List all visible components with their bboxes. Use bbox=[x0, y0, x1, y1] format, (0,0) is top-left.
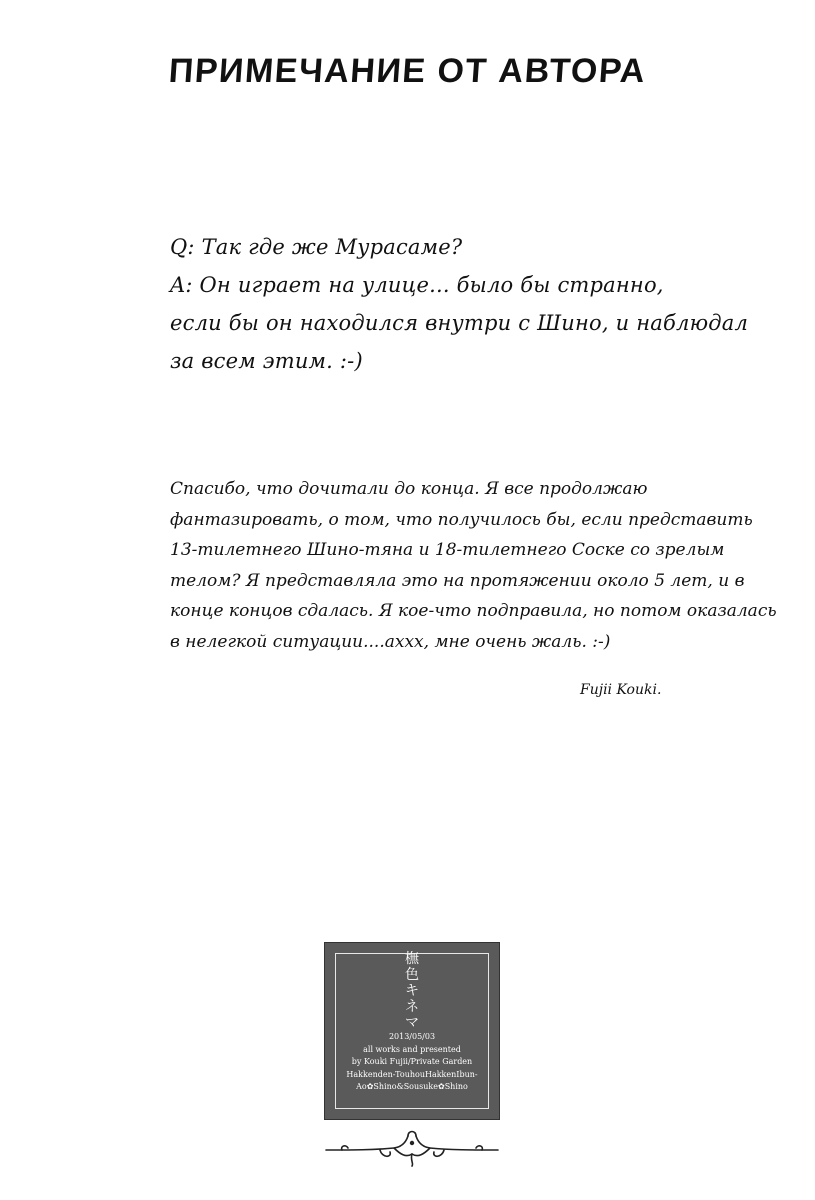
author-signature: Fujii Kouki. bbox=[580, 682, 662, 698]
stamp-text bbox=[325, 1031, 499, 1094]
note-line: конце концов сдалась. Я кое-что подправила, но потом оказалась bbox=[170, 601, 777, 621]
note-line: 13-тилетнего Шино-тяна и 18-тилетнего Соске со зрелым bbox=[170, 540, 725, 560]
stamp-title-char: 橅 bbox=[405, 951, 419, 967]
page-title: ПРИМЕЧАНИЕ ОТ АВТОРА bbox=[167, 52, 648, 90]
stamp-title-char: 色 bbox=[405, 967, 419, 983]
note-line: в нелегкой ситуации....ахxx, мне очень жаль. :-) bbox=[170, 631, 611, 652]
stamp-title-char: ネ bbox=[405, 999, 419, 1015]
stamp-title-char: マ bbox=[405, 1015, 419, 1031]
stamp-line: by Kouki Fujii/Private Garden bbox=[351, 1057, 473, 1066]
note-line: фантазировать, о том, что получилось бы, если представить bbox=[170, 509, 753, 530]
stamp-line: all works and presented bbox=[363, 1044, 461, 1054]
stamp-line: Hakkenden-TouhouHakkenIbun- bbox=[346, 1069, 478, 1079]
note-line: Спасибо, что дочитали до конца. Я все продолжаю bbox=[170, 479, 648, 499]
author-note bbox=[170, 474, 777, 657]
qa-block bbox=[170, 228, 749, 380]
qa-line: за всем этим. :-) bbox=[170, 349, 363, 373]
stamp-line: Ao✿Shino&Sousuke✿Shino bbox=[356, 1082, 468, 1091]
stamp-line: 2013/05/03 bbox=[388, 1032, 436, 1041]
qa-line: A: Он играет на улице... было бы странно, bbox=[170, 273, 664, 297]
note-line: телом? Я представляла это на протяжении около 5 лет, и в bbox=[170, 570, 745, 591]
colophon-stamp bbox=[324, 942, 500, 1120]
qa-line: если бы он находился внутри с Шино, и наблюдал bbox=[170, 311, 749, 335]
flourish-ornament-icon bbox=[322, 1124, 502, 1168]
stamp-title-char: キ bbox=[405, 983, 419, 999]
stamp-title bbox=[325, 951, 499, 1031]
qa-line: Q: Так где же Мурасаме? bbox=[170, 235, 463, 259]
